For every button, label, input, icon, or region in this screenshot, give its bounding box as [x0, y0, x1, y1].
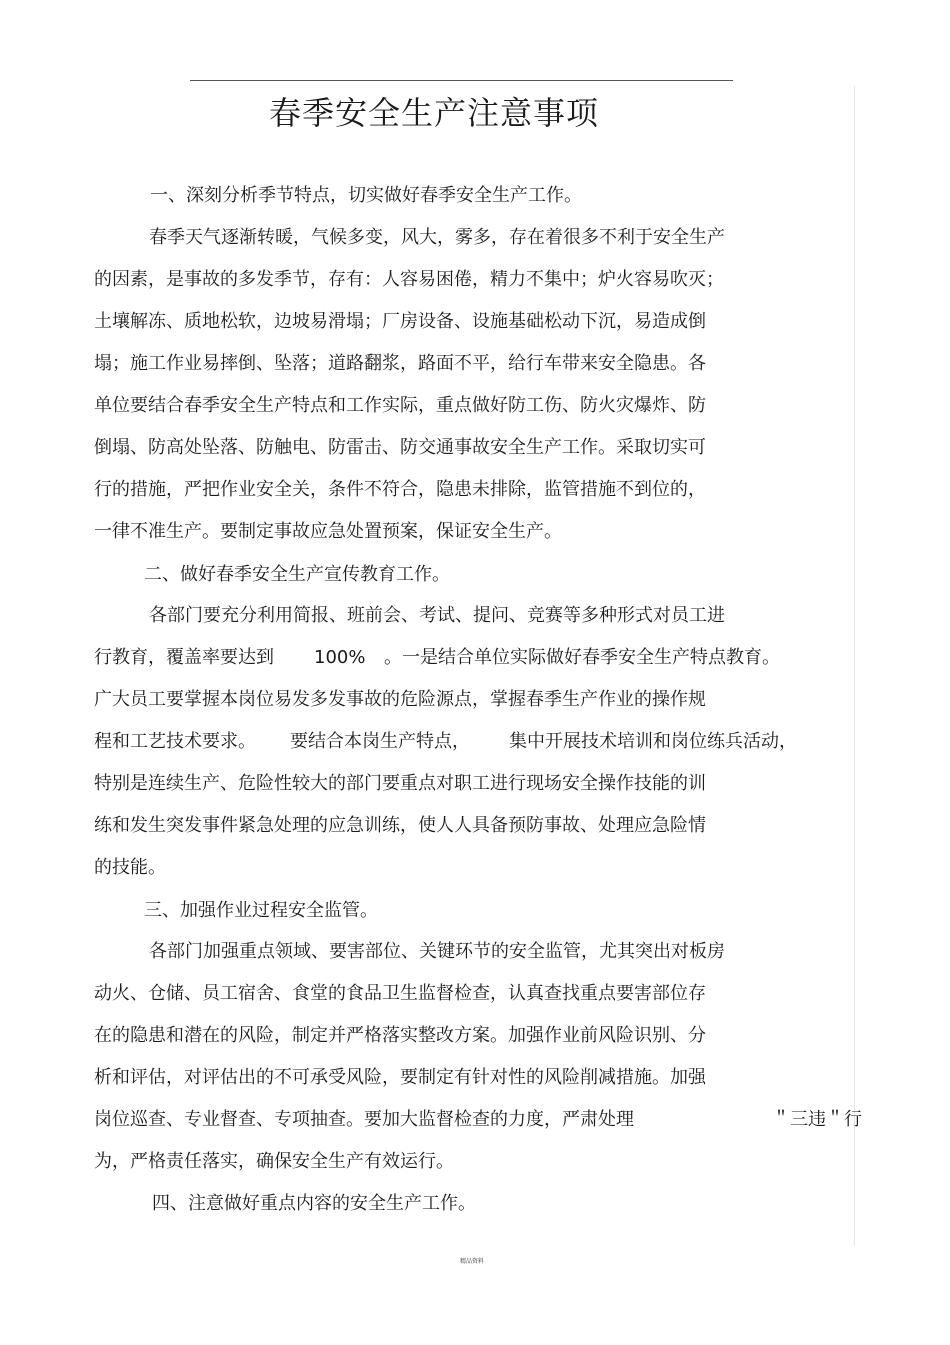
body-line: 集中开展技术培训和岗位练兵活动，: [509, 731, 797, 752]
body-line: 一律不准生产。要制定事故应急处置预案，保证安全生产。: [94, 521, 562, 542]
section-heading-2: 二、做好春季安全生产宣传教育工作。: [144, 564, 450, 585]
body-line: 的技能。: [94, 857, 166, 878]
body-line: 动火、仓储、员工宿舍、食堂的食品卫生监督检查，认真查找重点要害部位存: [94, 983, 706, 1004]
section-heading-1: 一、深刻分析季节特点，切实做好春季安全生产工作。: [150, 185, 582, 206]
body-line: 为，严格责任落实，确保安全生产有效运行。: [94, 1151, 454, 1172]
body-line: 。一是结合单位实际做好春季安全生产特点教育。: [384, 647, 780, 668]
body-line: 特别是连续生产、危险性较大的部门要重点对职工进行现场安全操作技能的训: [94, 773, 706, 794]
body-line: 塌；施工作业易摔倒、坠落；道路翻浆，路面不平，给行车带来安全隐患。各: [94, 353, 706, 374]
section-heading-3: 三、加强作业过程安全监管。: [144, 900, 378, 921]
body-line: 在的隐患和潜在的风险，制定并严格落实整改方案。加强作业前风险识别、分: [94, 1025, 706, 1046]
body-line: 程和工艺技术要求。: [94, 731, 256, 752]
body-line: 的因素，是事故的多发季节，存有：人容易困倦，精力不集中；炉火容易吹灭；: [94, 269, 724, 290]
page-title: 春季安全生产注意事项: [268, 94, 599, 132]
body-line: ＂三违＂行: [772, 1109, 862, 1130]
body-line: 单位要结合春季安全生产特点和工作实际，重点做好防工伤、防火灾爆炸、防: [94, 395, 706, 416]
top-rule: [190, 80, 733, 81]
body-line: 倒塌、防高处坠落、防触电、防雷击、防交通事故安全生产工作。采取切实可: [94, 437, 706, 458]
body-line: 行的措施，严把作业安全关，条件不符合，隐患未排除，监管措施不到位的，: [94, 479, 706, 500]
body-line: 各部门加强重点领域、要害部位、关键环节的安全监管，尤其突出对板房: [149, 941, 725, 962]
section-heading-4: 四、注意做好重点内容的安全生产工作。: [152, 1193, 476, 1214]
body-line: 行教育，覆盖率要达到: [94, 647, 274, 668]
body-line: 广大员工要掌握本岗位易发多发事故的危险源点，掌握春季生产作业的操作规: [94, 689, 706, 710]
body-line: 土壤解冻、质地松软，边坡易滑塌；厂房设备、设施基础松动下沉，易造成倒: [94, 311, 706, 332]
coverage-percent: 100%: [314, 647, 366, 668]
body-line: 要结合本岗生产特点，: [290, 731, 470, 752]
body-line: 春季天气逐渐转暖，气候多变，风大，雾多，存在着很多不利于安全生产: [149, 227, 725, 248]
body-line: 析和评估，对评估出的不可承受风险，要制定有针对性的风险削减措施。加强: [94, 1067, 706, 1088]
right-edge-rule: [854, 86, 855, 1246]
body-line: 各部门要充分利用简报、班前会、考试、提问、竞赛等多种形式对员工进: [149, 605, 725, 626]
body-line: 岗位巡查、专业督查、专项抽查。要加大监督检查的力度，严肃处理: [94, 1109, 634, 1130]
page-footer: 精品资料: [460, 1258, 485, 1265]
body-line: 练和发生突发事件紧急处理的应急训练，使人人具备预防事故、处理应急险情: [94, 815, 706, 836]
